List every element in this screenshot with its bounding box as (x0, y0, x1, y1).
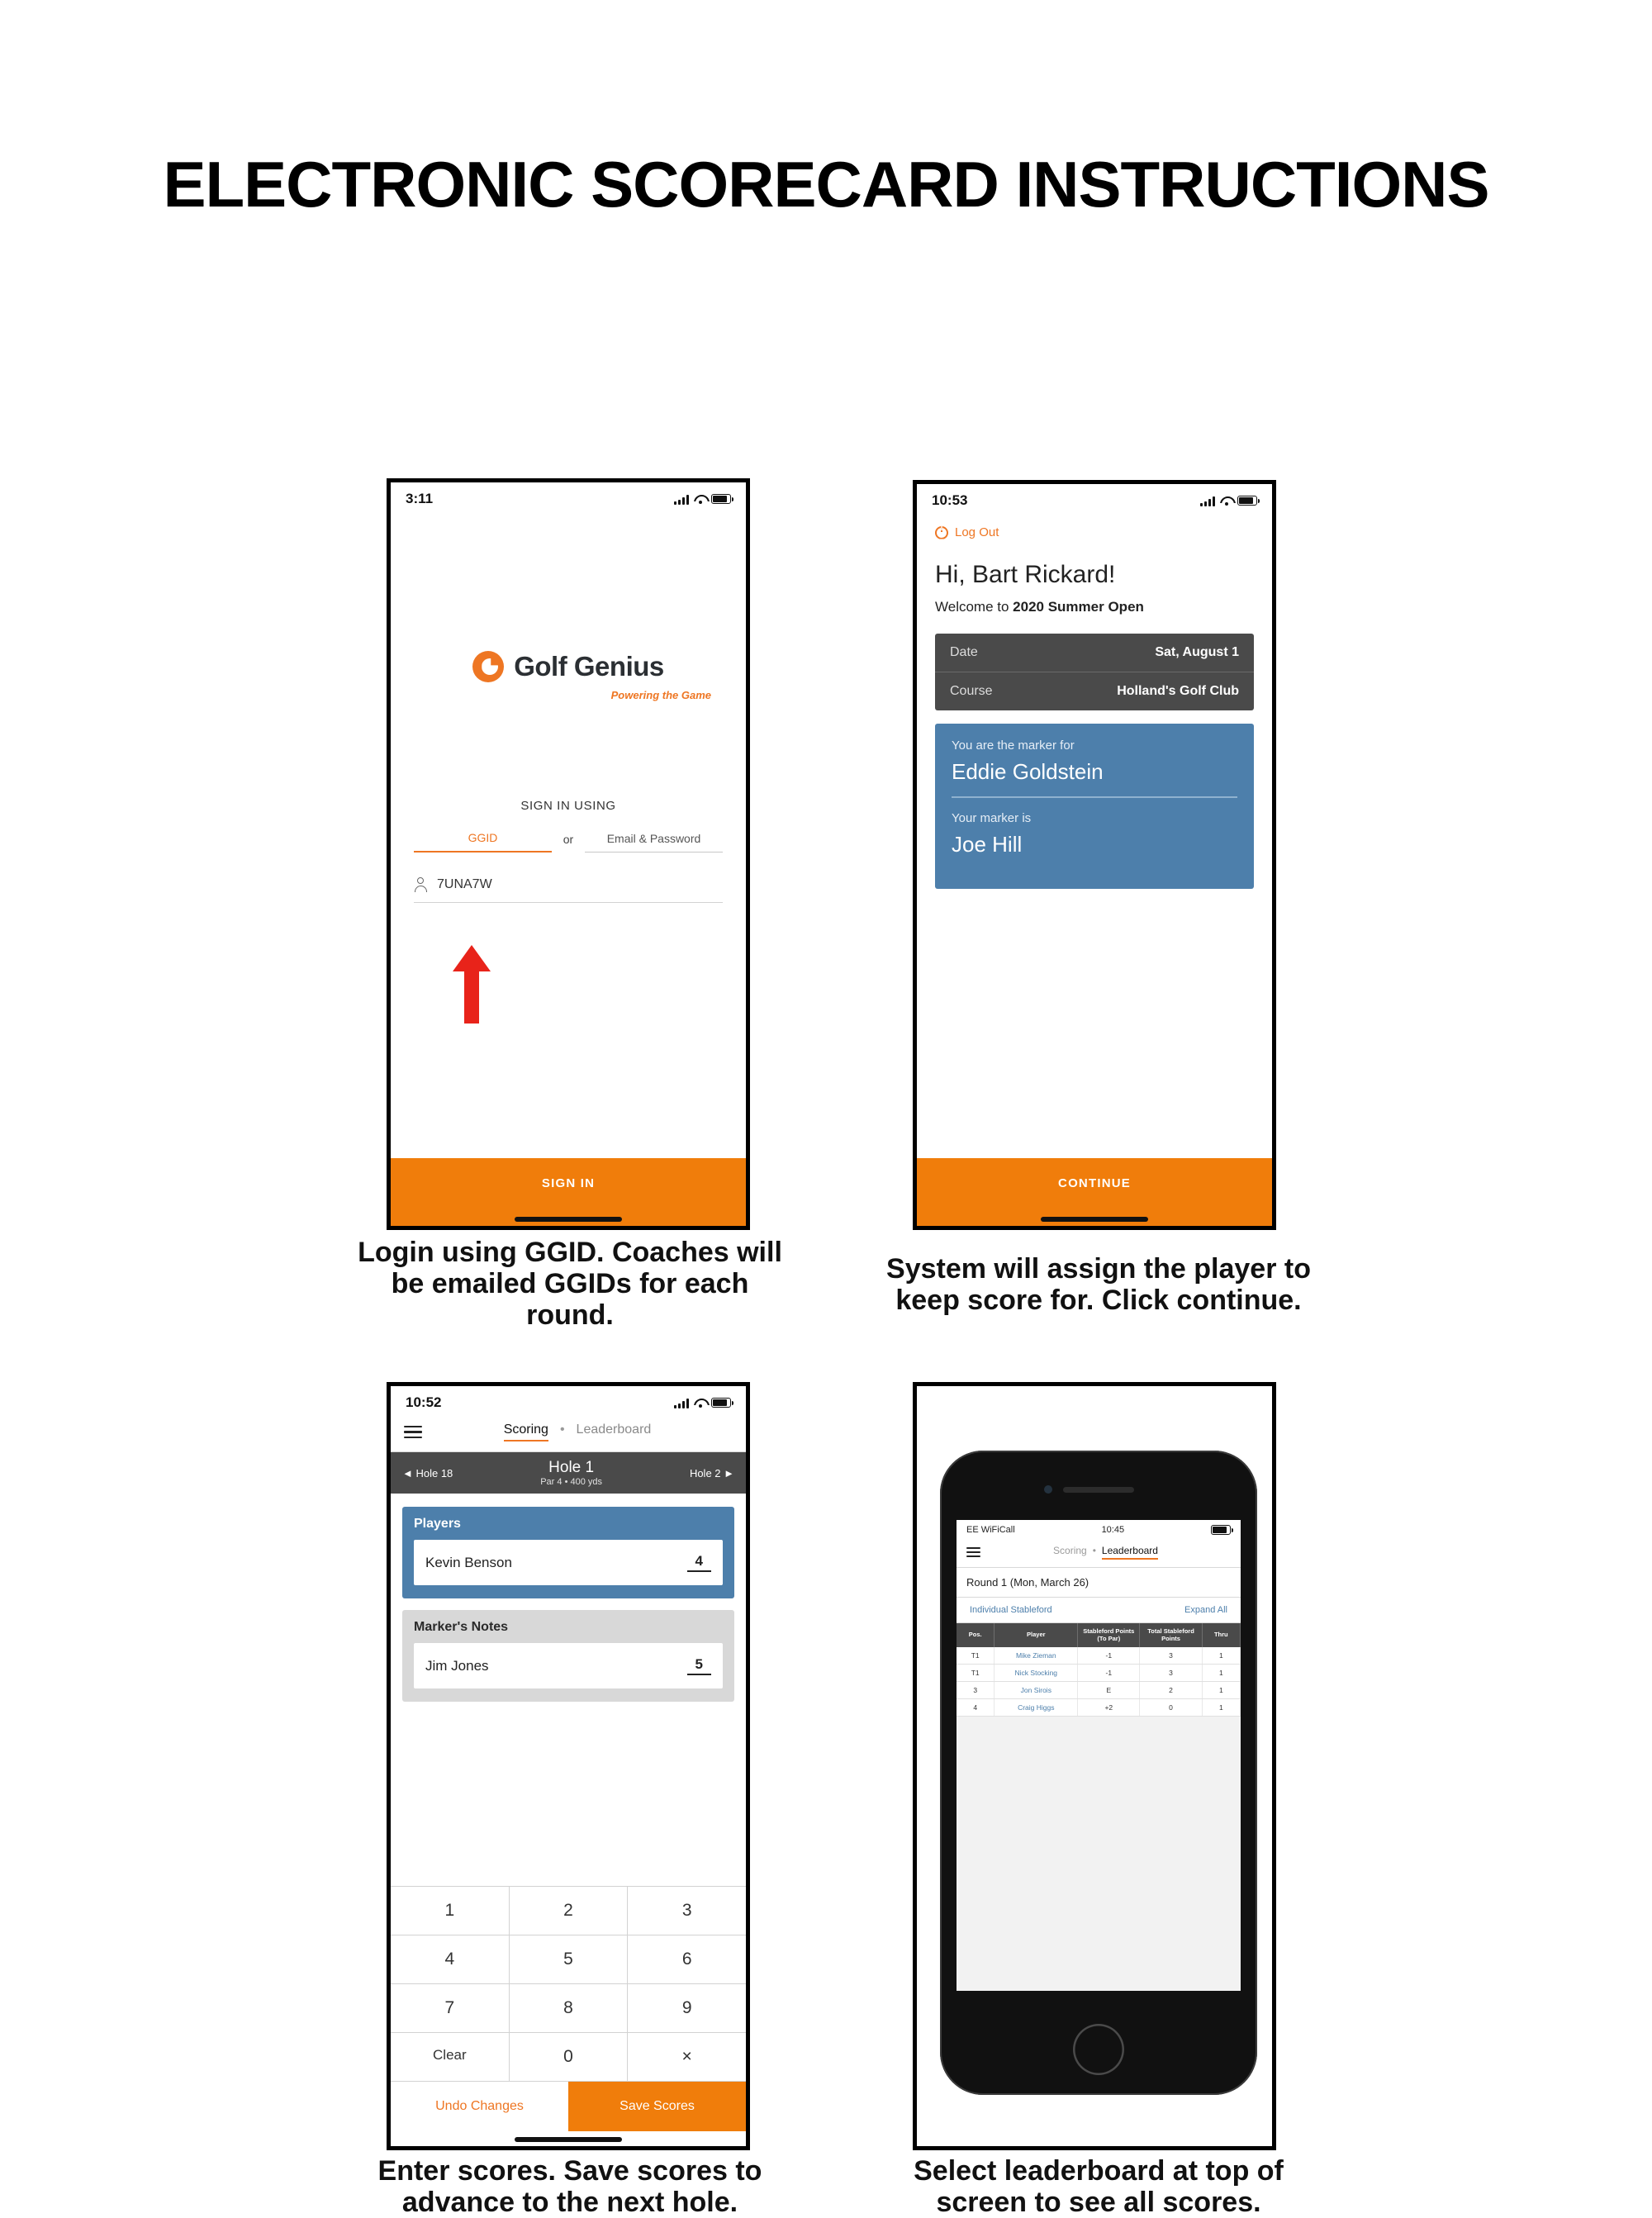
key-9[interactable]: 9 (628, 1984, 746, 2033)
phone-screenshot-scoring (387, 1382, 750, 2150)
hole-subtitle: Par 4 • 400 yds (540, 1477, 603, 1487)
sign-in-button[interactable] (391, 1158, 746, 1226)
signin-using-label: SIGN IN USING (520, 799, 616, 813)
cell-thru: 1 (1202, 1665, 1240, 1682)
tab-email-password[interactable]: Email & Password (585, 832, 723, 853)
battery-icon (1237, 496, 1257, 506)
continue-button-label: CONTINUE (1058, 1176, 1131, 1190)
hole-navigation-bar (391, 1452, 746, 1494)
player-score-row[interactable] (414, 1540, 723, 1585)
hole-title: Hole 1 (548, 1459, 595, 1476)
home-indicator (515, 1217, 622, 1222)
tab-scoring[interactable]: Scoring (504, 1422, 548, 1441)
signal-bars-icon (1200, 496, 1215, 506)
app-top-bar (957, 1538, 1241, 1568)
table-header-row (957, 1623, 1241, 1647)
cell-total: 2 (1140, 1682, 1202, 1699)
format-filter[interactable]: Individual Stableford (970, 1605, 1052, 1615)
log-out-label: Log Out (955, 525, 999, 539)
key-6[interactable]: 6 (628, 1935, 746, 1984)
golf-genius-logo-icon (472, 651, 504, 682)
cell-thru: 1 (1202, 1699, 1240, 1717)
tab-leaderboard[interactable]: Leaderboard (576, 1422, 652, 1437)
cell-player: Nick Stocking (995, 1665, 1078, 1682)
tab-leaderboard[interactable]: Leaderboard (1102, 1545, 1158, 1560)
battery-icon (711, 1398, 731, 1408)
detail-value: Holland's Golf Club (1117, 684, 1239, 698)
player-name: Kevin Benson (425, 1554, 512, 1570)
caption-step-3: Enter scores. Save scores to advance to the next hole. (377, 2155, 762, 2218)
signin-method-tabs (391, 831, 746, 853)
key-1[interactable]: 1 (391, 1887, 510, 1935)
scoring-action-row (391, 2082, 746, 2131)
red-up-arrow-icon (453, 945, 491, 1024)
sign-in-button-label: SIGN IN (541, 1176, 596, 1190)
brand-tagline: Powering the Game (610, 689, 711, 701)
detail-row-course (935, 672, 1254, 710)
column-stableford-to-par: Stableford Points (To Par) (1078, 1623, 1140, 1647)
home-indicator (1041, 1217, 1148, 1222)
cell-player: Craig Higgs (995, 1699, 1078, 1717)
leaderboard-table (957, 1623, 1241, 1717)
brand-name: Golf Genius (514, 651, 664, 682)
key-0[interactable]: 0 (510, 2033, 629, 2082)
your-marker-label: Your marker is (952, 810, 1032, 825)
power-icon (935, 526, 948, 539)
greeting-text: Hi, Bart Rickard! (935, 561, 1116, 588)
key-4[interactable]: 4 (391, 1935, 510, 1984)
column-thru: Thru (1202, 1623, 1240, 1647)
continue-button[interactable] (917, 1158, 1272, 1226)
undo-changes-button[interactable]: Undo Changes (391, 2082, 568, 2131)
players-card (402, 1507, 734, 1598)
caption-step-4: Select leaderboard at top of screen to see all scores. (914, 2155, 1284, 2218)
status-indicators (1200, 496, 1257, 506)
player-score-input[interactable]: 4 (687, 1553, 711, 1572)
cell-position: T1 (957, 1665, 995, 1682)
table-row[interactable] (957, 1647, 1241, 1665)
key-delete[interactable]: × (628, 2033, 746, 2082)
cell-player: Mike Zieman (995, 1647, 1078, 1665)
earpiece-icon (1063, 1487, 1134, 1493)
cell-position: T1 (957, 1647, 995, 1665)
column-position: Pos. (957, 1623, 995, 1647)
status-bar (391, 482, 746, 511)
battery-icon (711, 494, 731, 504)
ggid-input-row[interactable] (414, 877, 723, 903)
cell-to-par: E (1078, 1682, 1140, 1699)
device-screen (957, 1520, 1241, 1991)
app-top-bar (391, 1414, 746, 1452)
key-8[interactable]: 8 (510, 1984, 629, 2033)
event-details-card (935, 634, 1254, 710)
detail-label: Course (950, 684, 993, 698)
hamburger-menu-icon[interactable] (966, 1547, 980, 1557)
phone-screenshot-signin (387, 478, 750, 1230)
cell-position: 4 (957, 1699, 995, 1717)
cell-position: 3 (957, 1682, 995, 1699)
ggid-input[interactable]: 7UNA7W (437, 877, 492, 891)
cell-to-par: +2 (1078, 1699, 1140, 1717)
table-row[interactable] (957, 1699, 1241, 1717)
status-time: 10:45 (1101, 1525, 1125, 1535)
marker-for-name: Eddie Goldstein (952, 759, 1104, 784)
iphone-device-body (940, 1451, 1257, 2095)
tab-separator: • (1092, 1545, 1096, 1556)
key-7[interactable]: 7 (391, 1984, 510, 2033)
tab-scoring[interactable]: Scoring (1053, 1545, 1087, 1556)
scoring-leaderboard-tabs (422, 1422, 733, 1441)
cell-total: 3 (1140, 1647, 1202, 1665)
table-row[interactable] (957, 1665, 1241, 1682)
golf-genius-logo (391, 651, 746, 701)
phone-photo-leaderboard (913, 1382, 1276, 2150)
cell-to-par: -1 (1078, 1647, 1140, 1665)
status-time: 3:11 (406, 491, 434, 506)
key-3[interactable]: 3 (628, 1887, 746, 1935)
status-bar (917, 484, 1272, 512)
welcome-prefix: Welcome to (935, 599, 1014, 615)
status-indicators (674, 1398, 731, 1408)
markers-notes-header: Marker's Notes (414, 1620, 509, 1634)
hamburger-menu-icon[interactable] (404, 1426, 422, 1439)
wifi-icon (1220, 496, 1232, 506)
leaderboard-filter-bar (957, 1598, 1241, 1623)
numeric-keypad (391, 1886, 746, 2082)
tab-ggid[interactable]: GGID (414, 831, 552, 853)
tab-separator: • (559, 1422, 565, 1437)
cell-thru: 1 (1202, 1682, 1240, 1699)
notes-score-input[interactable]: 5 (687, 1656, 711, 1675)
signal-bars-icon (674, 494, 689, 505)
status-time: 10:52 (406, 1394, 442, 1410)
log-out-button[interactable] (917, 512, 1272, 539)
front-camera-icon (1044, 1485, 1052, 1494)
key-5[interactable]: 5 (510, 1935, 629, 1984)
status-time: 10:53 (932, 492, 968, 508)
detail-label: Date (950, 645, 978, 659)
key-clear[interactable]: Clear (391, 2033, 510, 2082)
round-selector[interactable]: Round 1 (Mon, March 26) (957, 1568, 1241, 1598)
wifi-icon (694, 1399, 706, 1408)
save-scores-button[interactable]: Save Scores (568, 2082, 746, 2131)
welcome-line (917, 589, 1272, 615)
signal-bars-icon (674, 1398, 689, 1408)
column-player: Player (995, 1623, 1078, 1647)
next-hole-button[interactable]: Hole 2 ► (689, 1466, 734, 1479)
notes-player-name: Jim Jones (425, 1657, 489, 1674)
caption-step-2: System will assign the player to keep score for. Click continue. (886, 1253, 1311, 1317)
home-button-icon[interactable] (1073, 2024, 1124, 2075)
previous-hole-button[interactable]: ◄ Hole 18 (402, 1466, 453, 1479)
phone-screenshot-welcome (913, 480, 1276, 1230)
person-icon (414, 877, 427, 892)
current-hole (540, 1459, 602, 1487)
caption-step-1: Login using GGID. Coaches will be emailed GGIDs for each round. (358, 1237, 782, 1332)
status-bar (957, 1520, 1241, 1538)
scoring-leaderboard-tabs (980, 1545, 1231, 1560)
marker-assignment-card (935, 724, 1254, 889)
carrier-label: EE WiFiCall (966, 1525, 1015, 1535)
marker-for-label: You are the marker for (952, 739, 1075, 753)
cell-total: 3 (1140, 1665, 1202, 1682)
table-row[interactable] (957, 1682, 1241, 1699)
cell-to-par: -1 (1078, 1665, 1140, 1682)
tab-or-label: or (563, 833, 574, 846)
cell-player: Jon Sirois (995, 1682, 1078, 1699)
page-title: ELECTRONIC SCORECARD INSTRUCTIONS (163, 148, 1489, 221)
wifi-icon (694, 495, 706, 504)
status-indicators (674, 494, 731, 505)
cell-thru: 1 (1202, 1647, 1240, 1665)
battery-icon (1211, 1525, 1231, 1535)
players-header: Players (414, 1517, 461, 1531)
event-name: 2020 Summer Open (1013, 599, 1144, 615)
cell-total: 0 (1140, 1699, 1202, 1717)
status-bar (391, 1386, 746, 1414)
your-marker-name: Joe Hill (952, 831, 1023, 857)
notes-score-row[interactable] (414, 1643, 723, 1688)
markers-notes-card (402, 1610, 734, 1702)
detail-value: Sat, August 1 (1155, 645, 1239, 659)
detail-row-date (935, 634, 1254, 672)
key-2[interactable]: 2 (510, 1887, 629, 1935)
expand-all-button[interactable]: Expand All (1184, 1605, 1227, 1615)
card-divider (952, 796, 1237, 798)
column-total-stableford: Total Stableford Points (1140, 1623, 1202, 1647)
